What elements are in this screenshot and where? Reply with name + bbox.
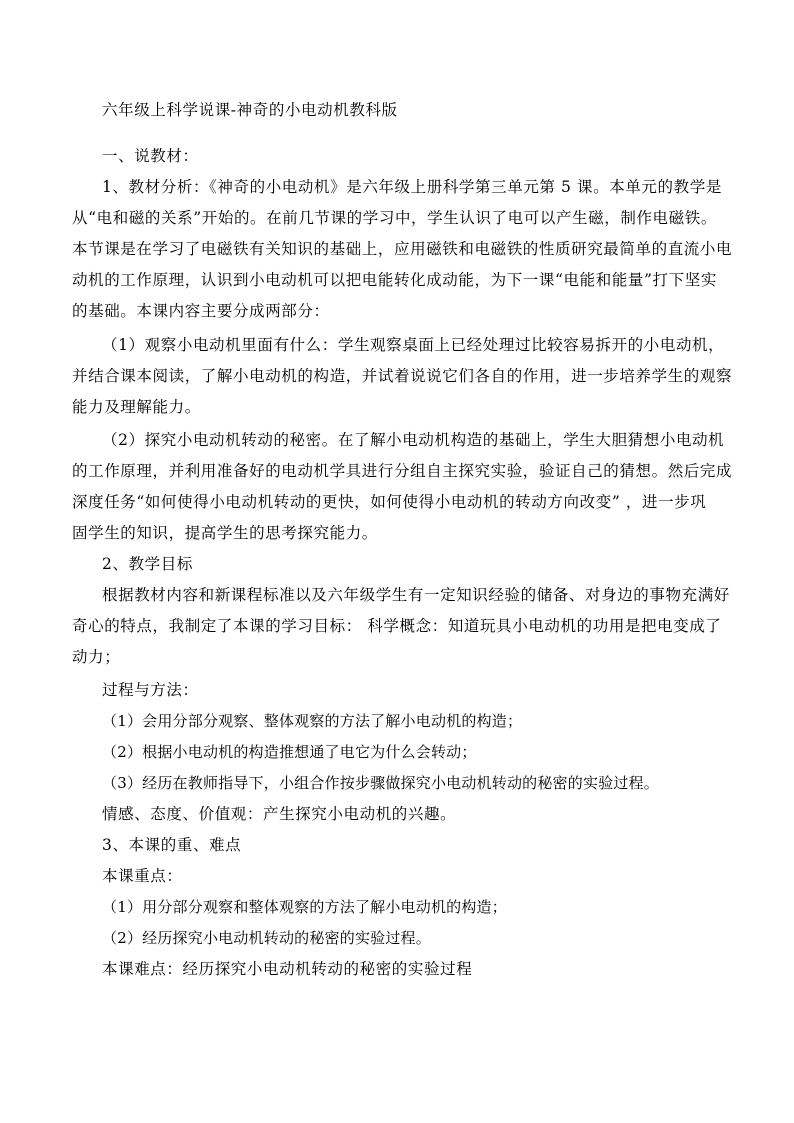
document-title: 六年级上科学说课-神奇的小电动机教科版: [102, 101, 398, 119]
subheading-line: 过程与方法：: [102, 681, 199, 699]
paragraph-line: 从“电和磁的关系”开始的。在前几节课的学习中，学生认识了电可以产生磁，制作电磁铁。: [72, 209, 717, 227]
list-item-line: （1）用分部分观察和整体观察的方法了解小电动机的构造；: [102, 898, 507, 916]
paragraph-line: 的工作原理，并利用准备好的电动机学具进行分组自主探究实验，验证自己的猜想。然后完成: [72, 462, 733, 480]
list-item-line: （2）根据小电动机的构造推想通了电它为什么会转动；: [102, 743, 477, 761]
subheading-line: 本课重点：: [102, 867, 183, 885]
paragraph-line: 固学生的知识，提高学生的思考探究能力。: [72, 524, 378, 542]
paragraph-line: 并结合课本阅读，了解小电动机的构造，并试着说说它们各自的作用，进一步培养学生的观察: [72, 367, 733, 385]
section-heading: 一、说教材：: [102, 147, 199, 165]
list-item-line: （2）探究小电动机转动的秘密。在了解小电动机构造的基础上，学生大胆猜想小电动机: [102, 431, 725, 449]
section-heading: 3、本课的重、难点: [102, 836, 242, 854]
paragraph-line: 深度任务“如何使得小电动机转动的更快，如何使得小电动机的转动方向改变” ，进一步巩: [72, 493, 707, 511]
paragraph-line: 根据教材内容和新课程标准以及六年级学生有一定知识经验的储备、对身边的事物充满好: [102, 586, 730, 604]
paragraph-line: 本节课是在学习了电磁铁有关知识的基础上，应用磁铁和电磁铁的性质研究最简单的直流小电: [72, 240, 733, 258]
section-heading: 2、教学目标: [102, 555, 193, 573]
paragraph-line: 本课难点：经历探究小电动机转动的秘密的实验过程: [102, 960, 473, 978]
list-item-line: （2）经历探究小电动机转动的秘密的实验过程。: [102, 929, 431, 947]
paragraph-line: 情感、态度、价值观：产生探究小电动机的兴趣。: [102, 805, 457, 823]
paragraph-line: 奇心的特点，我制定了本课的学习目标： 科学概念：知道玩具小电动机的功用是把电变成了: [72, 617, 722, 635]
list-item-line: （1）会用分部分观察、整体观察的方法了解小电动机的构造；: [102, 712, 523, 730]
paragraph-line: 能力及理解能力。: [72, 398, 201, 416]
paragraph-line: 1、教材分析：《神奇的小电动机》是六年级上册科学第三单元第 5 课。本单元的教学是: [102, 178, 722, 196]
paragraph-line: 动机的工作原理，认识到小电动机可以把电能转化成动能，为下一课“电能和能量”打下坚实: [72, 271, 717, 289]
paragraph-line: 的基础。本课内容主要分成两部分：: [72, 302, 330, 320]
list-item-line: （3）经历在教师指导下，小组合作按步骤做探究小电动机转动的秘密的实验过程。: [102, 774, 659, 792]
paragraph-line: 动力；: [72, 648, 121, 666]
list-item-line: （1）观察小电动机里面有什么：学生观察桌面上已经处理过比较容易拆开的小电动机，: [102, 336, 725, 354]
